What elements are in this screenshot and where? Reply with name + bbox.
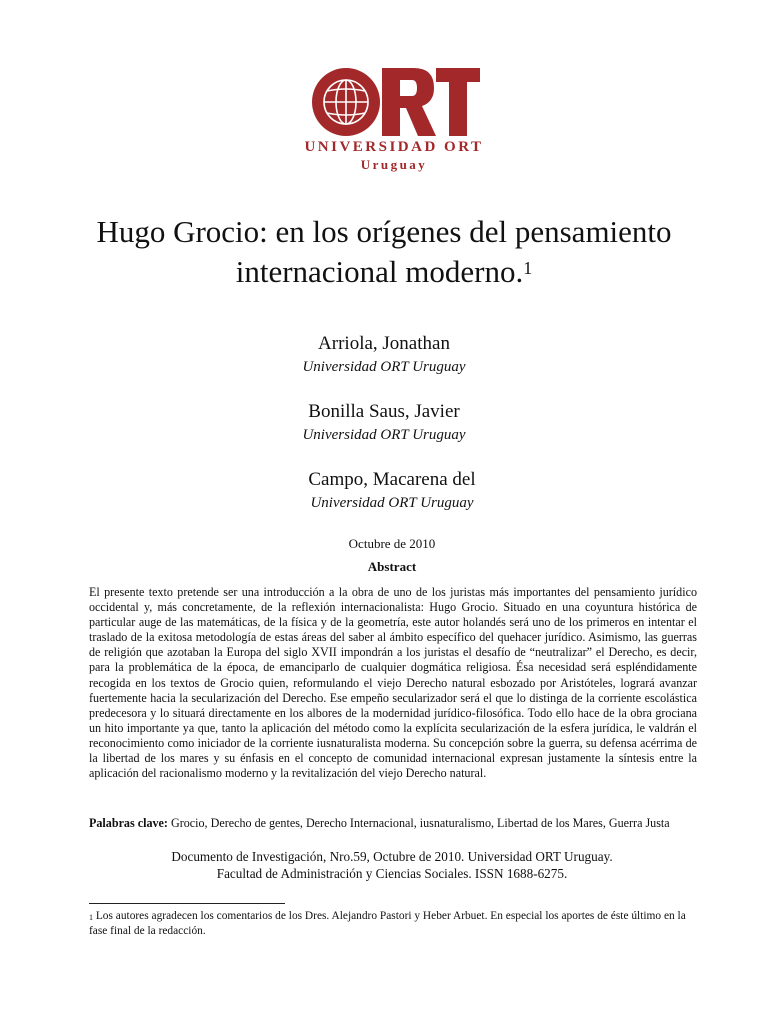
document-info	[0, 848, 768, 882]
keywords	[89, 816, 709, 831]
footnote-divider	[89, 903, 285, 904]
abstract-heading: Abstract	[367, 559, 417, 574]
title-footnote-marker: 1	[523, 258, 533, 278]
author-2-name: Bonilla Saus, Javier	[308, 401, 460, 422]
logo-university-name: UNIVERSIDAD ORT	[304, 139, 484, 155]
author-3-affiliation: Universidad ORT Uruguay	[310, 495, 474, 511]
author-1-name: Arriola, Jonathan	[318, 333, 450, 354]
university-logo	[276, 64, 512, 174]
title-line-2-text: internacional moderno.	[235, 254, 524, 289]
abstract-body: El presente texto pretende ser una introducción a la obra de uno de los juristas más importantes del pensamiento jurídico occidental y, más concretamente, de la reflexión internacionalista: Hugo Grocio. Situado en una coyuntura histórica de particular auge de las matemáticas, de la física y de la geometría, este autor holandés será uno de los primeros en intentar el traslado de la exitosa metodología de estas áreas del saber al ámbito específico del quehacer jurídico. Asimismo, las guerras de religión que azotaban la Europa del siglo XVII impondrán a los juristas el desafío de “neutralizar” el Derecho, es decir, para la problemática de la época, de emanciparlo de cualquier dogmática religiosa. Ésa necesidad será espléndidamente recogida en los textos de Grocio quien, reformulando el viejo Derecho natural esbozado por Aristóteles, logrará avanzar fuertemente hacia la secularización del Derecho. Ese empeño secularizador será el que lo distinga de la corriente escolástica predecesora y lo situará directamente en los albores de la modernidad jurídico-filosófica. Todo ello hace de la obra grociana un hito importante ya que, tanto la aplicación del método como la explícita secularización de la esfera jurídica, le valdrán el reconocimiento como iniciador de la corriente iusnaturalista moderna. Su concepción sobre la guerra, su defensa acérrima de la libertad de los mares y su énfasis en el concepto de comunidad internacional expresan justamente la síntesis entre la aplicación del racionalismo moderno y la revitalización del viejo Derecho natural.	[89, 585, 697, 781]
author-1-affiliation: Universidad ORT Uruguay	[302, 359, 466, 375]
document-info-line-1: Documento de Investigación, Nro.59, Octubre de 2010. Universidad ORT Uruguay.	[171, 849, 613, 864]
keywords-label: Palabras clave:	[89, 816, 168, 830]
author-3-name: Campo, Macarena del	[308, 469, 476, 490]
ort-logo-mark	[312, 64, 480, 140]
footnote-marker: 1	[89, 913, 93, 922]
keywords-text: Grocio, Derecho de gentes, Derecho Internacional, iusnaturalismo, Libertad de los Mares, Guerra Justa	[167, 816, 670, 830]
logo-country-name: Uruguay	[360, 157, 428, 172]
footnote-text: Los autores agradecen los comentarios de los Dres. Alejandro Pastori y Heber Arbuet. En especial los aportes de éste último en la fase final de la redacción.	[89, 910, 686, 937]
publication-date: Octubre de 2010	[348, 536, 436, 551]
document-title	[40, 212, 728, 292]
author-2-affiliation: Universidad ORT Uruguay	[302, 427, 466, 443]
document-info-line-2: Facultad de Administración y Ciencias Sociales. ISSN 1688-6275.	[216, 866, 568, 881]
footnote	[89, 909, 699, 939]
title-line-1: Hugo Grocio: en los orígenes del pensamiento	[96, 214, 672, 249]
title-line-2	[40, 252, 728, 292]
